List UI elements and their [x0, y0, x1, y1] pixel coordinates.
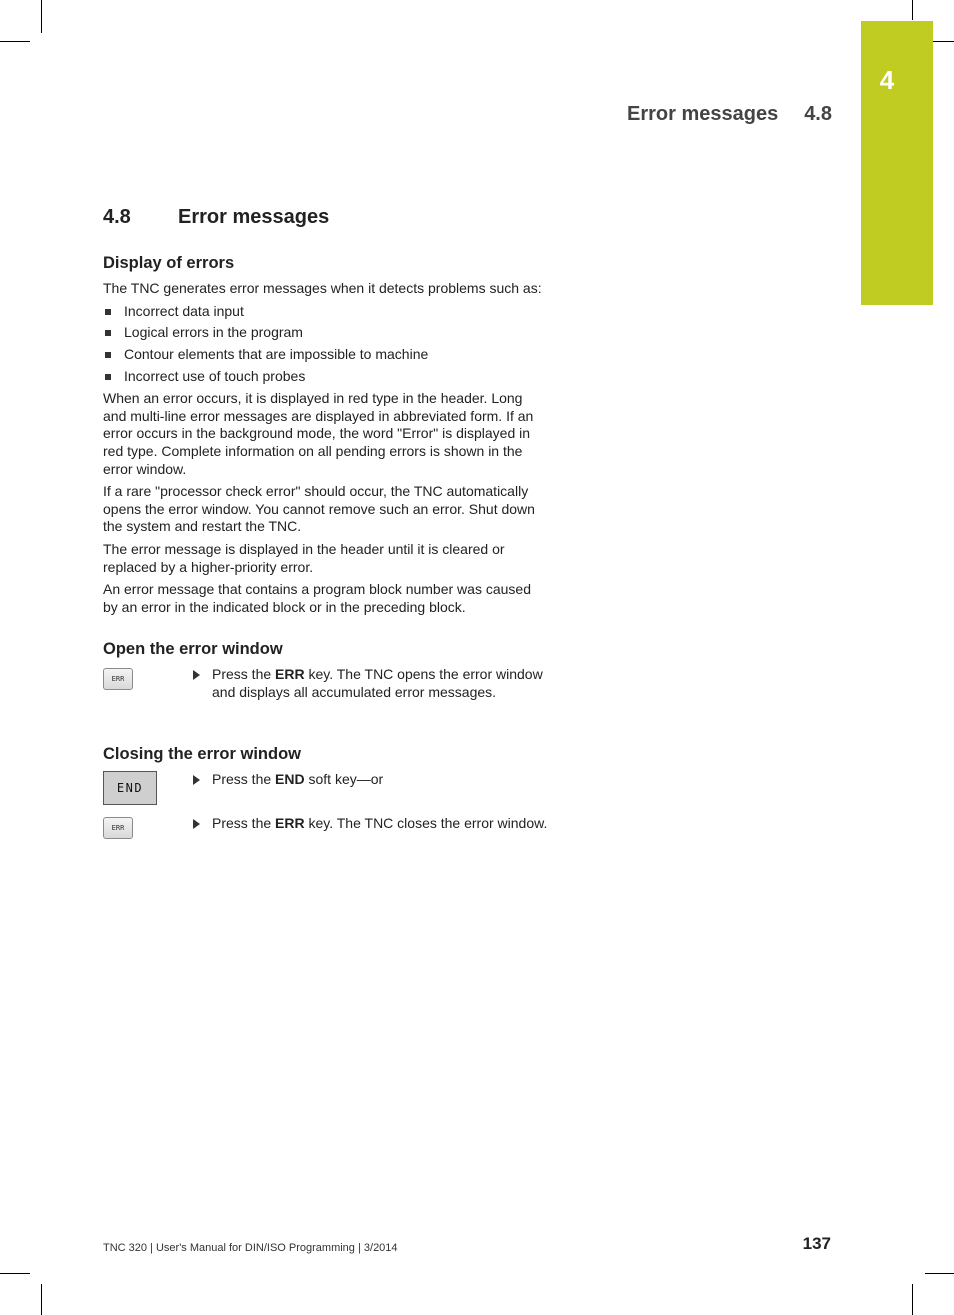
paragraph: The error message is displayed in the header until it is cleared or replaced by a higher-priority error.	[103, 540, 505, 575]
paragraph: When an error occurs, it is displayed in red type in the header. Long and multi-line error messages are displayed in abbreviated form. If an error occurs in the background mode, the word "Error" is displayed in red type. Complete information on all pending errors is shown in the error window.	[103, 390, 534, 477]
list-item	[103, 303, 548, 321]
paragraph: If a rare "processor check error" should occur, the TNC automatically opens the error window. You cannot remove such an error. Shut down the system and restart the TNC.	[103, 483, 535, 535]
crop-mark	[912, 0, 913, 20]
err-key-icon: ERR	[103, 817, 133, 839]
list-item-text: Logical errors in the program	[124, 324, 303, 341]
display-intro: The TNC generates error messages when it detects problems such as:	[103, 280, 542, 296]
crop-mark	[0, 1273, 30, 1274]
err-key-icon: ERR	[103, 668, 133, 690]
close-window-step-1	[103, 771, 548, 815]
bullet-square-icon	[105, 330, 111, 336]
bullet-square-icon	[105, 352, 111, 358]
chapter-number: 4	[879, 65, 895, 95]
arrow-right-icon	[193, 819, 200, 829]
page-content	[103, 204, 548, 855]
key-name: ERR	[275, 815, 305, 832]
display-of-errors-heading: Display of errors	[103, 254, 235, 272]
step-instruction: Press the ERR key. The TNC closes the error window.	[191, 815, 548, 833]
error-cause-list	[103, 303, 548, 386]
crop-mark	[0, 41, 30, 42]
running-head	[627, 103, 832, 126]
end-softkey-icon: END	[103, 771, 157, 805]
running-head-section: 4.8	[804, 103, 832, 125]
running-head-title: Error messages	[626, 103, 779, 125]
open-window-step	[103, 666, 548, 729]
crop-mark	[912, 1284, 913, 1315]
section-title	[103, 204, 548, 230]
paragraph: An error message that contains a program block number was caused by an error in the indicated block or in the preceding block.	[103, 581, 531, 615]
list-item	[103, 368, 548, 386]
step-instruction: Press the END soft key—or	[191, 771, 548, 789]
list-item	[103, 324, 548, 342]
section-number: 4.8	[103, 206, 131, 228]
footer-text: TNC 320 | User's Manual for DIN/ISO Programming | 3/2014	[103, 1242, 398, 1254]
list-item-text: Contour elements that are impossible to machine	[124, 346, 429, 363]
open-error-window-heading: Open the error window	[103, 640, 283, 659]
arrow-right-icon	[193, 670, 200, 680]
chapter-tab	[861, 21, 933, 305]
crop-mark	[41, 1284, 42, 1315]
step-instruction: Press the ERR key. The TNC opens the error window and displays all accumulated error messages.	[191, 666, 548, 701]
arrow-right-icon	[193, 775, 200, 785]
bullet-square-icon	[105, 309, 111, 315]
key-name: END	[275, 771, 305, 788]
bullet-square-icon	[105, 374, 111, 380]
crop-mark	[41, 0, 42, 33]
list-item-text: Incorrect use of touch probes	[124, 368, 306, 385]
key-name: ERR	[275, 666, 305, 683]
closing-error-window-heading: Closing the error window	[103, 745, 302, 764]
section-title-text: Error messages	[178, 206, 330, 228]
crop-mark	[932, 41, 954, 42]
close-window-step-2	[103, 815, 548, 855]
crop-mark	[925, 1273, 954, 1274]
list-item-text: Incorrect data input	[124, 302, 244, 319]
list-item	[103, 346, 548, 364]
page-number: 137	[802, 1234, 831, 1253]
